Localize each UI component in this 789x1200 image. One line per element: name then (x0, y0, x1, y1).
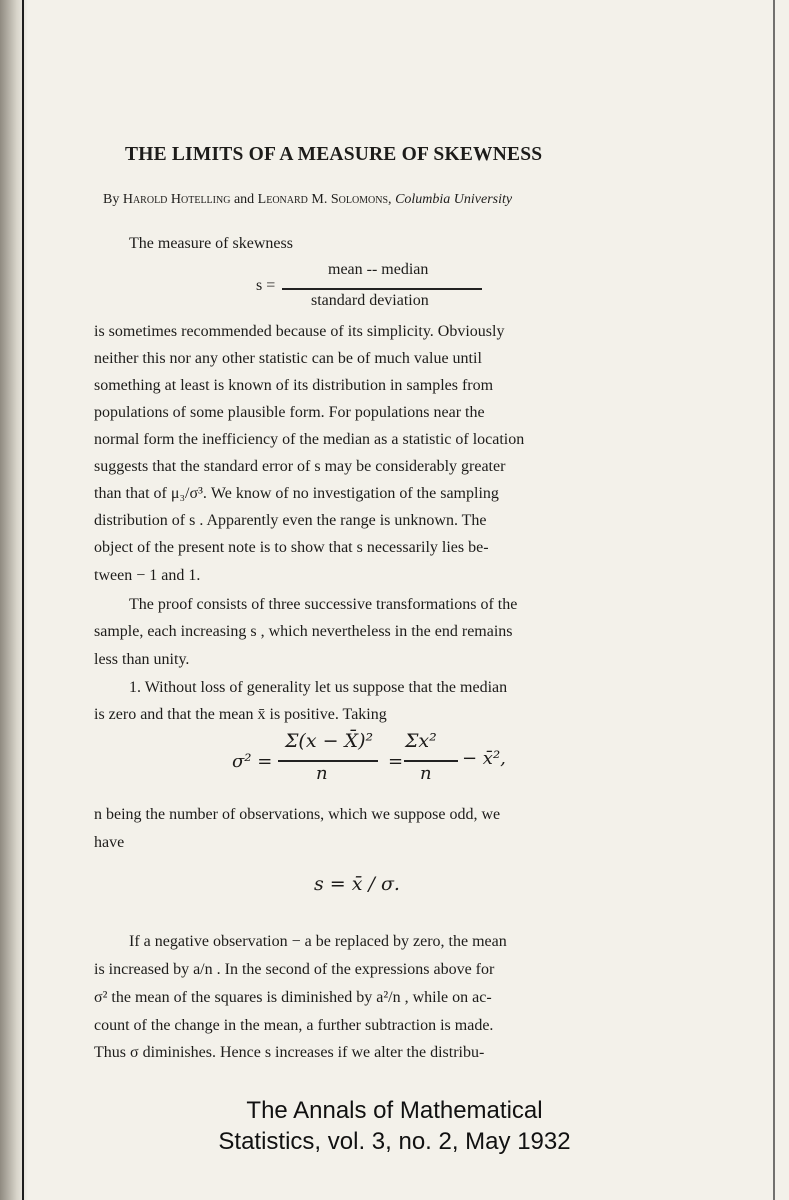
formula2-eq: = (388, 751, 404, 772)
formula2-fraction-bar-1 (278, 760, 378, 762)
intro-line: The measure of skewness (129, 235, 293, 252)
text-line: Thus σ diminishes. Hence s increases if we alter the distribu- (94, 1044, 485, 1061)
byline (103, 192, 512, 208)
paper-title: THE LIMITS OF A MEASURE OF SKEWNESS (125, 144, 543, 165)
text-line: suggests that the standard error of s may be considerably greater (94, 458, 506, 475)
text-line: have (94, 834, 125, 851)
text-line: n being the number of observations, which we suppose odd, we (94, 806, 501, 823)
formula1-numerator: mean -- median (328, 261, 429, 278)
page-edge-left (22, 0, 24, 1200)
formula2-fraction-bar-2 (404, 760, 458, 762)
formula1-fraction-bar (282, 288, 482, 290)
formula1-lhs: s = (256, 277, 276, 294)
text-line: tween − 1 and 1. (94, 567, 201, 584)
text-line: distribution of s . Apparently even the range is unknown. The (94, 512, 487, 529)
text-line: σ² the mean of the squares is diminished by a²/n , while on ac- (94, 989, 492, 1006)
formula1-denominator: standard deviation (311, 292, 429, 309)
formula2-tail: − x̄², (462, 748, 506, 769)
affiliation: Columbia University (395, 192, 513, 207)
formula3: s = x̄ / σ. (314, 873, 400, 895)
page-edge-right (773, 0, 775, 1200)
text-line: 1. Without loss of generality let us suppose that the median (129, 679, 508, 696)
author-2: Leonard M. Solomons, (257, 192, 392, 207)
author-1: Harold Hotelling (122, 192, 231, 207)
citation-line-2: Statistics, vol. 3, no. 2, May 1932 (218, 1128, 571, 1155)
citation-line-1: The Annals of Mathematical (246, 1097, 543, 1124)
text-line: neither this nor any other statistic can be of much value until (94, 350, 482, 367)
text-line: count of the change in the mean, a further subtraction is made. (94, 1017, 494, 1034)
formula2-lhs: σ² = (232, 751, 273, 772)
text-line: If a negative observation − a be replaced by zero, the mean (129, 933, 507, 950)
text-line: than that of μ₃/σ³. We know of no investigation of the sampling (94, 485, 499, 502)
text-line: normal form the inefficiency of the median as a statistic of location (94, 431, 525, 448)
text-line: is zero and that the mean x̄ is positive. Taking (94, 706, 387, 723)
text-line: populations of some plausible form. For populations near the (94, 404, 485, 421)
byline-and: and (233, 192, 255, 207)
byline-by: By (103, 192, 120, 207)
text-line: is sometimes recommended because of its simplicity. Obviously (94, 323, 505, 340)
text-line: less than unity. (94, 651, 190, 668)
text-line: sample, each increasing s , which nevertheless in the end remains (94, 623, 513, 640)
formula2-den1: n (316, 763, 328, 784)
formula2-num1: Σ(x − X̄)² (285, 730, 374, 752)
text-line: something at least is known of its distribution in samples from (94, 377, 494, 394)
formula2-num2: Σx² (405, 730, 437, 752)
text-line: is increased by a/n . In the second of the expressions above for (94, 961, 495, 978)
text-line: object of the present note is to show that s necessarily lies be- (94, 539, 489, 556)
formula2-den2: n (420, 763, 432, 784)
text-line: The proof consists of three successive transformations of the (129, 596, 518, 613)
